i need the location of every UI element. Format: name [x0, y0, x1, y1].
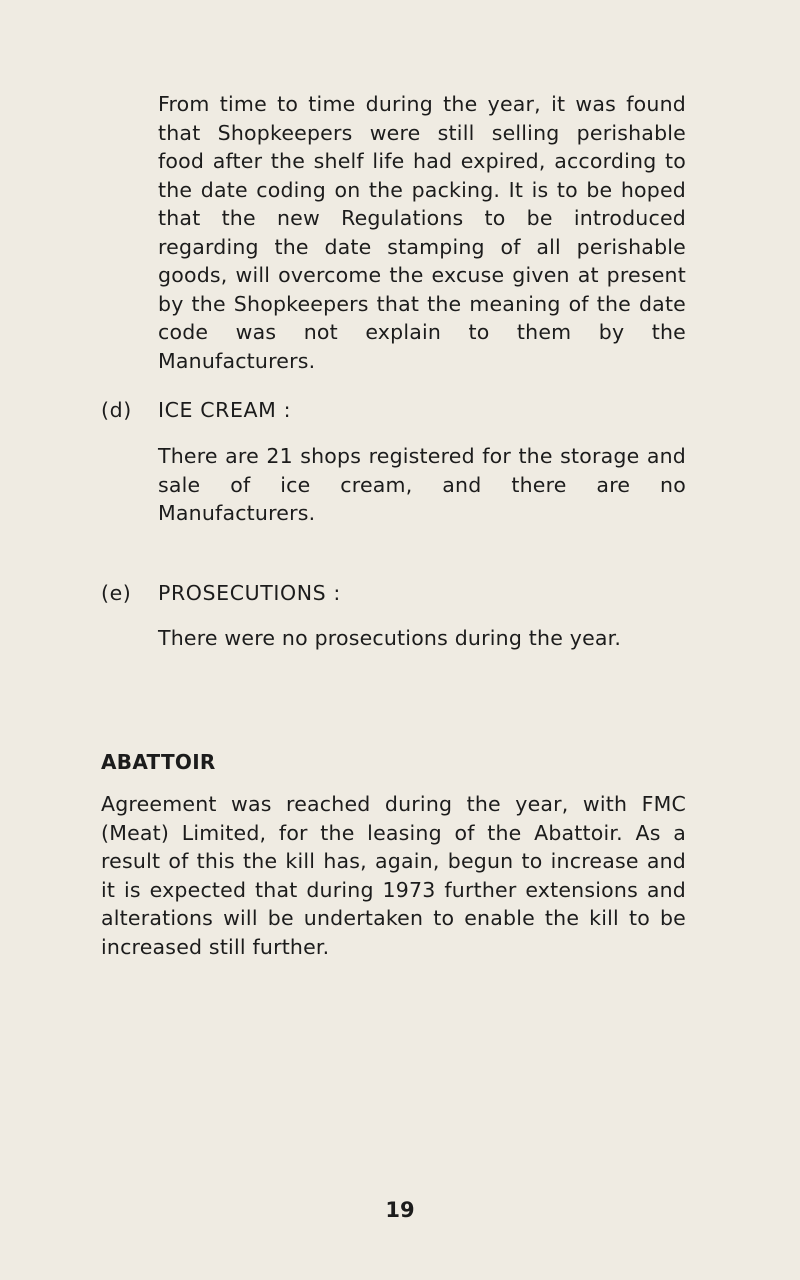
abattoir-paragraph: Agreement was reached during the year, with FMC (Meat) Limited, for the leasing of the Abattoir. As a result of this the kill has, again, begun to increase and it is expected that during 1973 further extensions and alterations will be undertaken to enable the kill to be increased still further. — [101, 792, 686, 959]
abattoir-heading: ABATTOIR — [101, 750, 216, 774]
page-number: 19 — [385, 1198, 415, 1222]
section-d-heading: ICE CREAM : — [158, 398, 292, 422]
intro-paragraph: From time to time during the year, it was found that Shopkeepers were still selling perishable food after the shelf life had expired, according to the date coding on the packing. It is to be hoped that the new Regulations to be introduced regarding the date stamping of all perishable goods, will overcome the excuse given at present by the Shopkeepers that the meaning of the date code was not explain to them by the Manufacturers. — [158, 92, 686, 373]
section-e-body: There were no prosecutions during the year. — [158, 626, 622, 650]
section-d-body: There are 21 shops registered for the storage and sale of ice cream, and there are no Manufacturers. — [158, 444, 686, 525]
section-d-label: (d) — [101, 398, 132, 422]
section-e-heading: PROSECUTIONS : — [158, 581, 341, 605]
section-e-label: (e) — [101, 581, 132, 605]
